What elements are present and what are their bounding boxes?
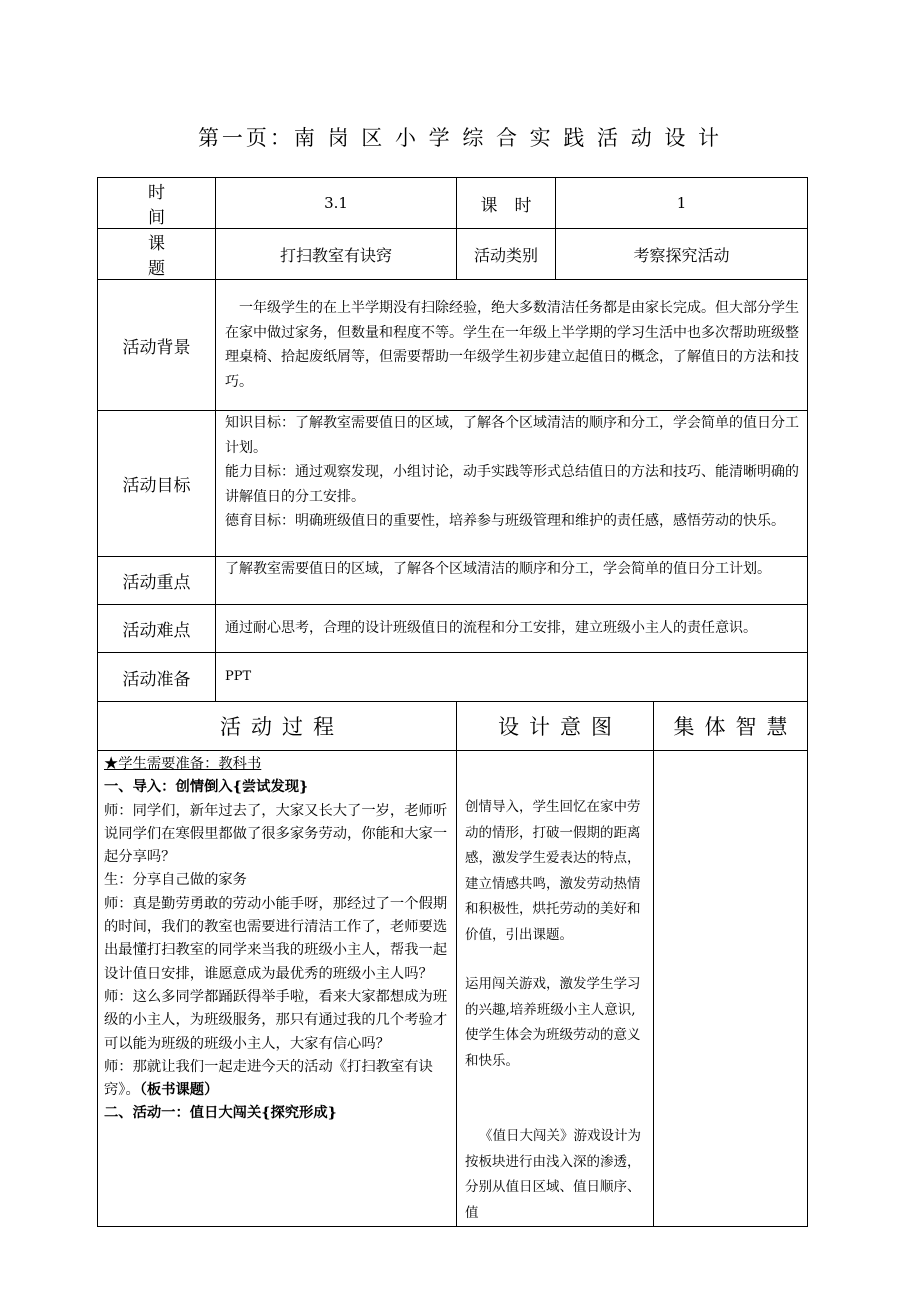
row-preparation <box>98 653 808 702</box>
intent-content <box>457 751 654 1227</box>
teacher-line-4 <box>104 1056 452 1103</box>
teacher-line-3: 师：这么多同学都踊跃得举手啦，看来大家都想成为班级的小主人，为班级服务，那只有通过我的几个考验才可以能为班级的班级小主人，大家有信心吗？ <box>104 988 448 1052</box>
background-text <box>216 280 808 411</box>
period-value: 1 <box>556 178 808 229</box>
activity-plan-table <box>97 177 808 1227</box>
category-value: 考察探究活动 <box>556 229 808 280</box>
goal-moral: 德育目标：明确班级值日的重要性，培养参与班级管理和维护的责任感，感悟劳动的快乐。 <box>225 513 785 529</box>
category-label: 活动类别 <box>457 229 556 280</box>
key-point-text: 了解教室需要值日的区域，了解各个区域清洁的顺序和分工，学会简单的值日分工计划。 <box>216 557 808 605</box>
background-paragraph: 一年级学生的在上半学期没有扫除经验，绝大多数清洁任务都是由家长完成。但大部分学生在家中做过家务，但数量和程度不等。学生在一年级上半学期的学习生活中也多次帮助班级整理桌椅、拾起废纸屑等，但需要帮助一年级学生初步建立起值日的概念，了解值日的方法和技巧。 <box>225 300 799 390</box>
page-title: 第一页：南 岗 区 小 学 综 合 实 践 活 动 设 计 <box>197 126 723 150</box>
row-topic <box>98 229 808 280</box>
difficulty-text: 通过耐心思考，合理的设计班级值日的流程和分工安排，建立班级小主人的责任意识。 <box>216 605 808 653</box>
goal-ability: 能力目标：通过观察发现，小组讨论，动手实践等形式总结值日的方法和技巧、能清晰明确的讲解值日的分工安排。 <box>225 464 799 505</box>
teacher-line-1: 师：同学们，新年过去了，大家又长大了一岁，老师听说同学们在寒假里都做了很多家务劳动，你能和大家一起分享吗？ <box>104 802 448 866</box>
intent-header: 设计意图 <box>457 702 654 751</box>
topic-label: 课 题 <box>98 229 216 280</box>
key-point-label: 活动重点 <box>98 557 216 605</box>
topic-value: 打扫教室有诀窍 <box>216 229 457 280</box>
background-label: 活动背景 <box>98 280 216 411</box>
teacher-line-2: 师：真是勤劳勇敢的劳动小能手呀，那经过了一个假期的时间，我们的教室也需要进行清洁工作了，老师要选出最懂打扫教室的同学来当我的班级小主人，帮我一起设计值日安排，谁愿意成为最优秀的班级小主人吗？ <box>104 895 448 982</box>
time-label: 时 间 <box>98 178 216 229</box>
process-header: 活动过程 <box>98 702 457 751</box>
prep-note: ★学生需要准备：教科书 <box>104 756 262 772</box>
row-time <box>98 178 808 229</box>
intent-paragraph-1: 创情导入，学生回忆在家中劳动的情形，打破一假期的距离感，激发学生爱表达的特点，建立情感共鸣，激发劳动热情和积极性，烘托劳动的美好和价值，引出课题。 <box>465 799 641 943</box>
board-note: （板书课题） <box>139 1082 219 1099</box>
row-background <box>98 280 808 411</box>
row-key-point <box>98 557 808 605</box>
difficulty-label: 活动难点 <box>98 605 216 653</box>
preparation-label: 活动准备 <box>98 653 216 702</box>
row-difficulty <box>98 605 808 653</box>
period-label: 课 时 <box>457 178 556 229</box>
student-line-1: 生：分享自己做的家务 <box>104 872 247 889</box>
row-goals <box>98 411 808 557</box>
row-process-content <box>98 751 808 1227</box>
process-content <box>98 751 457 1227</box>
preparation-text: PPT <box>216 653 808 702</box>
intent-paragraph-2: 运用闯关游戏，激发学生学习的兴趣,培养班级小主人意识,使学生体会为班级劳动的意义和快乐。 <box>465 976 641 1069</box>
goals-label: 活动目标 <box>98 411 216 557</box>
goals-text <box>216 411 808 557</box>
time-value: 3.1 <box>216 178 457 229</box>
teacher-line-4-text: 师：那就让我们一起走进今天的活动《打扫教室有诀窍》。 <box>104 1058 433 1099</box>
wisdom-header: 集体智慧 <box>654 702 808 751</box>
row-process-headers <box>98 702 808 751</box>
wisdom-content <box>654 751 808 1227</box>
goal-knowledge: 知识目标：了解教室需要值日的区域，了解各个区域清洁的顺序和分工，学会简单的值日分工计划。 <box>225 415 799 456</box>
intent-paragraph-3: 《值日大闯关》游戏设计为按板块进行由浅入深的渗透，分别从值日区域、值日顺序、值 <box>465 1128 641 1221</box>
section-intro-heading: 一、导入：创情倒入{尝试发现} <box>104 779 309 796</box>
section-activity-heading: 二、活动一：值日大闯关{探究形成} <box>104 1105 337 1122</box>
